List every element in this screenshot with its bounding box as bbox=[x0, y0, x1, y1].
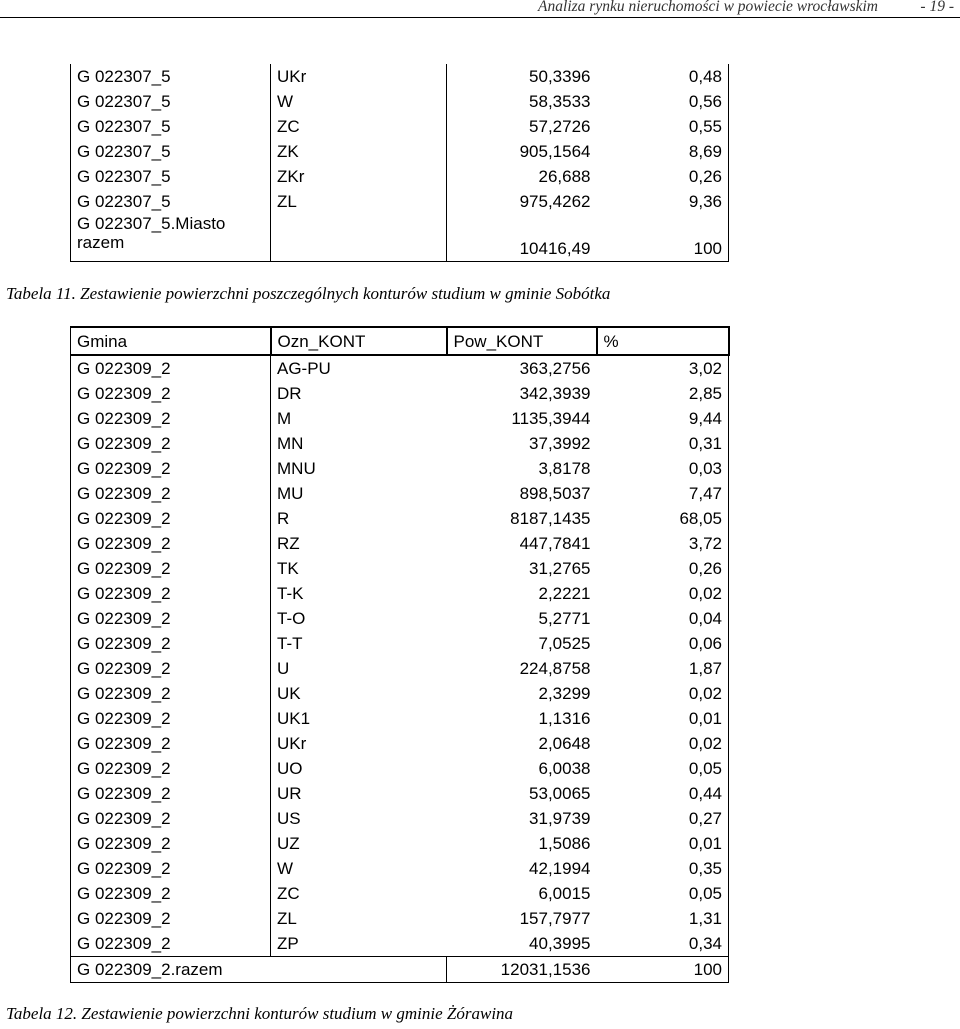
cell-gmina: G 022309_2 bbox=[77, 634, 171, 653]
table-row bbox=[71, 856, 729, 881]
cell-ozn-kont: R bbox=[271, 506, 447, 531]
cell-pow-kont: 2,3299 bbox=[538, 684, 591, 703]
cell-percent: 7,47 bbox=[688, 484, 722, 503]
cell-ozn-kont: U bbox=[271, 656, 447, 681]
table-11-caption: Tabela 11. Zestawienie powierzchni poszczególnych konturów studium w gminie Sobótka bbox=[6, 284, 611, 303]
cell-pow-kont: 31,2765 bbox=[529, 559, 591, 578]
cell-percent: 1,31 bbox=[688, 909, 722, 928]
cell-ozn-kont: ZC bbox=[271, 114, 447, 139]
cell-pow-kont: 5,2771 bbox=[538, 609, 591, 628]
cell-gmina: G 022309_2 bbox=[77, 859, 171, 878]
cell-gmina: G 022309_2 bbox=[77, 484, 171, 503]
cell-pow-kont: 975,4262 bbox=[447, 189, 597, 214]
cell-percent: 8,69 bbox=[688, 142, 722, 161]
cell-ozn-kont: UK bbox=[271, 681, 447, 706]
cell-pow-kont: 447,7841 bbox=[519, 534, 591, 553]
cell-pow-kont: 40,3995 bbox=[529, 934, 591, 953]
cell-ozn-kont: W bbox=[271, 856, 447, 881]
cell-percent: 3,02 bbox=[688, 359, 722, 378]
cell-pow-kont: 224,8758 bbox=[519, 659, 591, 678]
cell-gmina: G 022307_5 bbox=[77, 117, 171, 136]
cell-percent: 0,26 bbox=[688, 167, 722, 186]
cell-percent: 0,01 bbox=[688, 709, 722, 728]
table-row bbox=[71, 906, 729, 931]
column-header-pow-kont: Pow_KONT bbox=[447, 327, 597, 355]
cell-ozn-kont: T-K bbox=[271, 581, 447, 606]
cell-ozn-kont: RZ bbox=[271, 531, 447, 556]
cell-pow-kont: 3,8178 bbox=[538, 459, 591, 478]
cell-percent: 9,44 bbox=[688, 409, 722, 428]
total-label-line-2: razem bbox=[77, 233, 125, 252]
cell-ozn-kont: M bbox=[271, 406, 447, 431]
cell-pow-kont: 6,0038 bbox=[538, 759, 591, 778]
table-total-row bbox=[71, 214, 729, 262]
cell-ozn-kont: T-O bbox=[271, 606, 447, 631]
cell-gmina: G 022309_2 bbox=[77, 659, 171, 678]
cell-percent: 0,31 bbox=[688, 434, 722, 453]
cell-pow-kont: 1,1316 bbox=[538, 709, 591, 728]
table-row bbox=[71, 806, 729, 831]
cell-gmina: G 022309_2 bbox=[77, 384, 171, 403]
cell-gmina: G 022307_5 bbox=[77, 67, 171, 86]
cell-pow-kont: 8187,1435 bbox=[510, 509, 591, 528]
cell-ozn-kont: ZK bbox=[271, 139, 447, 164]
table-row bbox=[71, 506, 729, 531]
cell-pow-kont: 157,7977 bbox=[519, 909, 591, 928]
cell-gmina: G 022309_2 bbox=[77, 534, 171, 553]
cell-ozn-kont: MNU bbox=[271, 456, 447, 481]
cell-percent: 0,02 bbox=[688, 734, 722, 753]
table-body bbox=[71, 327, 729, 983]
cell-total-percent: 100 bbox=[597, 957, 729, 983]
cell-ozn-kont: ZP bbox=[271, 931, 447, 957]
cell-total-area: 12031,1536 bbox=[447, 957, 597, 983]
cell-percent: 2,85 bbox=[688, 384, 722, 403]
table-row bbox=[71, 881, 729, 906]
cell-percent: 0,26 bbox=[688, 559, 722, 578]
table-row bbox=[71, 431, 729, 456]
table-row bbox=[71, 831, 729, 856]
cell-gmina: G 022309_2 bbox=[77, 359, 171, 378]
table-row bbox=[71, 581, 729, 606]
total-label-line-1: G 022307_5.Miasto bbox=[77, 214, 226, 233]
table-row bbox=[71, 731, 729, 756]
cell-gmina: G 022307_5 bbox=[77, 192, 171, 211]
table-row bbox=[71, 164, 729, 189]
cell-gmina: G 022307_5 bbox=[77, 167, 171, 186]
table-row bbox=[71, 139, 729, 164]
cell-ozn-kont: MN bbox=[271, 431, 447, 456]
document-title: Analiza rynku nieruchomości w powiecie wrocławskim bbox=[538, 0, 878, 15]
cell-ozn-kont: AG-PU bbox=[271, 355, 447, 381]
cell-gmina: G 022309_2 bbox=[77, 759, 171, 778]
table-row bbox=[71, 406, 729, 431]
cell-percent: 0,34 bbox=[688, 934, 722, 953]
cell-pow-kont: 42,1994 bbox=[529, 859, 591, 878]
cell-ozn-kont: UKr bbox=[271, 64, 447, 89]
cell-gmina: G 022309_2 bbox=[77, 934, 171, 953]
cell-percent: 68,05 bbox=[679, 509, 722, 528]
cell-gmina: G 022309_2 bbox=[77, 434, 171, 453]
cell-gmina: G 022309_2 bbox=[77, 834, 171, 853]
cell-percent: 9,36 bbox=[688, 192, 722, 211]
cell-ozn-kont: UKr bbox=[271, 731, 447, 756]
cell-ozn-kont: ZL bbox=[271, 906, 447, 931]
cell-percent: 0,05 bbox=[688, 884, 722, 903]
cell-gmina: G 022309_2 bbox=[77, 609, 171, 628]
cell-percent: 1,87 bbox=[688, 659, 722, 678]
cell-pow-kont: 905,1564 bbox=[447, 139, 597, 164]
table-row bbox=[71, 89, 729, 114]
cell-gmina: G 022309_2 bbox=[77, 584, 171, 603]
table-body bbox=[71, 64, 729, 262]
cell-ozn-kont: ZL bbox=[271, 189, 447, 214]
cell-ozn-kont: MU bbox=[271, 481, 447, 506]
cell-gmina: G 022309_2 bbox=[77, 884, 171, 903]
cell-pow-kont: 2,0648 bbox=[538, 734, 591, 753]
table-header-row bbox=[71, 327, 729, 355]
page-number: - 19 - bbox=[920, 0, 954, 15]
cell-gmina: G 022309_2 bbox=[77, 459, 171, 478]
cell-pow-kont: 898,5037 bbox=[519, 484, 591, 503]
cell-percent: 0,35 bbox=[688, 859, 722, 878]
cell-pow-kont: 37,3992 bbox=[529, 434, 591, 453]
cell-percent: 3,72 bbox=[688, 534, 722, 553]
cell-pow-kont: 6,0015 bbox=[538, 884, 591, 903]
cell-percent: 0,04 bbox=[688, 609, 722, 628]
table-row bbox=[71, 481, 729, 506]
cell-gmina: G 022309_2 bbox=[77, 734, 171, 753]
cell-pow-kont: 7,0525 bbox=[538, 634, 591, 653]
cell-gmina: G 022309_2 bbox=[77, 784, 171, 803]
cell-pow-kont: 58,3533 bbox=[447, 89, 597, 114]
cell-gmina: G 022309_2 bbox=[77, 909, 171, 928]
cell-pow-kont: 53,0065 bbox=[529, 784, 591, 803]
cell-ozn-kont: UO bbox=[271, 756, 447, 781]
cell-gmina: G 022309_2 bbox=[77, 509, 171, 528]
table-row bbox=[71, 456, 729, 481]
column-header-gmina: Gmina bbox=[71, 327, 271, 355]
cell-total-label bbox=[71, 214, 271, 262]
cell-ozn-kont: W bbox=[271, 89, 447, 114]
cell-total-area: 10416,49 bbox=[447, 214, 597, 262]
table-row bbox=[71, 355, 729, 381]
cell-pow-kont: 31,9739 bbox=[529, 809, 591, 828]
cell-gmina: G 022309_2 bbox=[77, 709, 171, 728]
column-header-ozn-kont: Ozn_KONT bbox=[271, 327, 447, 355]
cell-percent: 0,06 bbox=[688, 634, 722, 653]
cell-gmina: G 022309_2 bbox=[77, 684, 171, 703]
cell-pow-kont: 26,688 bbox=[447, 164, 597, 189]
cell-percent: 0,03 bbox=[688, 459, 722, 478]
table-row bbox=[71, 681, 729, 706]
table-total-row bbox=[71, 957, 729, 983]
cell-pow-kont: 1135,3944 bbox=[511, 409, 591, 428]
cell-percent: 0,48 bbox=[688, 67, 722, 86]
table-gmina-sobotka bbox=[70, 326, 730, 983]
table-row bbox=[71, 631, 729, 656]
table-gmina-022307-continued bbox=[70, 64, 729, 262]
table-row bbox=[71, 706, 729, 731]
column-header-percent: % bbox=[597, 327, 729, 355]
cell-gmina: G 022309_2 bbox=[77, 559, 171, 578]
table-row bbox=[71, 381, 729, 406]
cell-ozn-kont: T-T bbox=[271, 631, 447, 656]
cell-ozn-kont: ZKr bbox=[271, 164, 447, 189]
cell-total-label: G 022309_2.razem bbox=[71, 957, 447, 983]
cell-ozn-kont: UR bbox=[271, 781, 447, 806]
cell-percent: 0,56 bbox=[688, 92, 722, 111]
running-header bbox=[0, 0, 960, 18]
cell-empty bbox=[271, 214, 447, 262]
cell-pow-kont: 57,2726 bbox=[447, 114, 597, 139]
table-row bbox=[71, 756, 729, 781]
cell-percent: 0,55 bbox=[688, 117, 722, 136]
cell-percent: 0,02 bbox=[688, 684, 722, 703]
table-row bbox=[71, 531, 729, 556]
table-row bbox=[71, 556, 729, 581]
cell-percent: 0,05 bbox=[688, 759, 722, 778]
table-row bbox=[71, 114, 729, 139]
cell-pow-kont: 342,3939 bbox=[519, 384, 591, 403]
table-row bbox=[71, 64, 729, 89]
table-row bbox=[71, 656, 729, 681]
cell-ozn-kont: UZ bbox=[271, 831, 447, 856]
cell-gmina: G 022309_2 bbox=[77, 409, 171, 428]
cell-gmina: G 022307_5 bbox=[77, 92, 171, 111]
cell-percent: 0,44 bbox=[688, 784, 722, 803]
cell-pow-kont: 1,5086 bbox=[538, 834, 591, 853]
cell-percent: 0,02 bbox=[688, 584, 722, 603]
cell-ozn-kont: ZC bbox=[271, 881, 447, 906]
cell-pow-kont: 50,3396 bbox=[447, 64, 597, 89]
cell-total-percent: 100 bbox=[693, 239, 722, 258]
cell-gmina: G 022307_5 bbox=[77, 142, 171, 161]
cell-percent: 0,27 bbox=[688, 809, 722, 828]
cell-ozn-kont: TK bbox=[271, 556, 447, 581]
table-row bbox=[71, 931, 729, 957]
cell-pow-kont: 2,2221 bbox=[538, 584, 591, 603]
cell-percent: 0,01 bbox=[688, 834, 722, 853]
cell-pow-kont: 363,2756 bbox=[519, 359, 591, 378]
cell-gmina: G 022309_2 bbox=[77, 809, 171, 828]
cell-ozn-kont: UK1 bbox=[271, 706, 447, 731]
table-12-caption: Tabela 12. Zestawienie powierzchni konturów studium w gminie Żórawina bbox=[6, 1004, 514, 1023]
table-row bbox=[71, 781, 729, 806]
cell-ozn-kont: DR bbox=[271, 381, 447, 406]
table-row bbox=[71, 189, 729, 214]
table-row bbox=[71, 606, 729, 631]
cell-ozn-kont: US bbox=[271, 806, 447, 831]
